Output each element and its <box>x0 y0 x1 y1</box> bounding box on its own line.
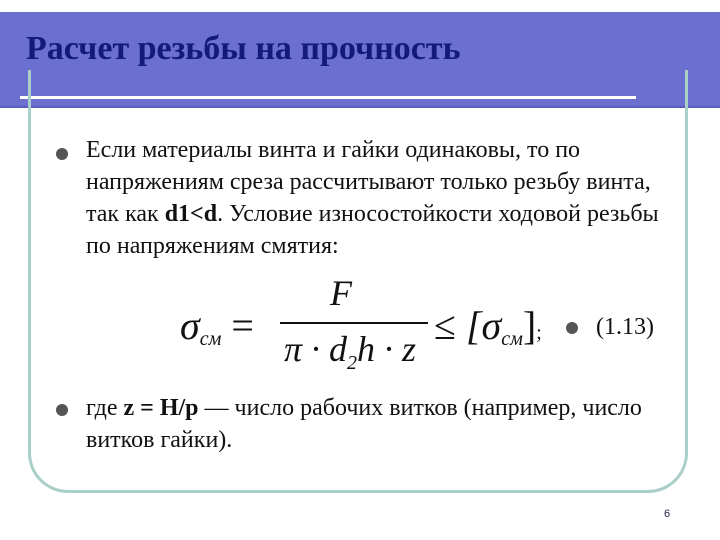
bullet-dot <box>56 404 68 416</box>
paragraph-1-text-after: . Условие износостойкости ходовой резьбы по напряжениям смятия: <box>86 201 659 259</box>
formula-lhs: $\sigma_{см}$ = <box>180 303 254 350</box>
paragraph-2-text-after: — число рабочих витков (например, число витков гайки). <box>86 395 642 453</box>
bullet-dot <box>566 322 578 334</box>
fraction-bar <box>280 322 428 324</box>
paragraph-2-bold: z = H/p <box>123 395 199 421</box>
equation-number: (1.13) <box>596 314 654 340</box>
paragraph-1-bold: d1<d <box>164 201 218 227</box>
page-number: 6 <box>664 508 671 520</box>
formula-1-13 <box>180 272 550 375</box>
paragraph-1 <box>86 134 676 262</box>
paragraph-2-text-before: где <box>86 395 124 421</box>
paragraph-2 <box>86 392 676 456</box>
bullet-dot <box>56 148 68 160</box>
paragraph-1-text-before: Если материалы винта и гайки одинаковы, то по напряжениям среза рассчитывают только резьбу винта, так как <box>86 137 651 227</box>
slide-title: Расчет резьбы на прочность <box>26 30 461 67</box>
formula-denominator: $\pi \cdot d_2h \cdot z$ <box>284 329 417 375</box>
formula-rhs: ≤ $[\sigma_{см}]$; <box>434 303 542 350</box>
formula-numerator: F <box>330 273 352 313</box>
